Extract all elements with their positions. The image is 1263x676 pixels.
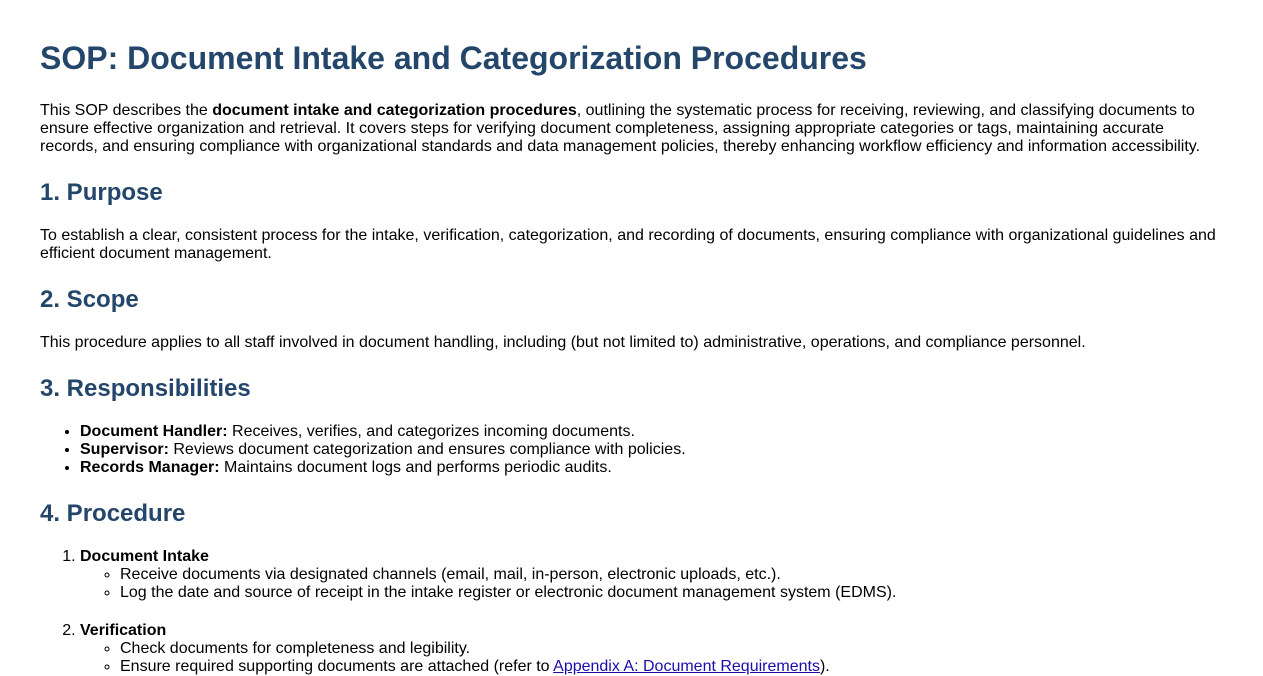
purpose-heading: 1. Purpose (40, 179, 163, 206)
step-items (80, 566, 1223, 602)
procedure-steps (40, 548, 1223, 676)
page-title: SOP: Document Intake and Categorization Procedures (40, 40, 867, 76)
ref-text-start: Ensure required supporting documents are attached (refer to (120, 658, 554, 675)
procedure-step (80, 622, 1223, 676)
role-label: Records Manager: (80, 459, 220, 476)
role-description: Receives, verifies, and categorizes incoming documents. (227, 423, 635, 440)
role-label: Document Handler: (80, 423, 228, 440)
responsibilities-list (40, 423, 1223, 477)
ref-text-end: ). (819, 658, 830, 675)
list-item (80, 441, 1223, 459)
scope-heading: 2. Scope (40, 286, 139, 313)
step-title: Verification (80, 622, 167, 639)
intro-bold-text: document intake and categorization procedures (212, 102, 577, 119)
procedure-step (80, 548, 1223, 602)
responsibilities-heading: 3. Responsibilities (40, 375, 251, 402)
list-item: ◦ Log the date and source of receipt in the intake register or electronic document management system (EDMS). (120, 584, 1223, 602)
step-title: Document Intake (80, 548, 209, 565)
procedure-heading: 4. Procedure (40, 500, 186, 527)
appendix-a-link[interactable]: Appendix A: Document Requirements (553, 658, 820, 675)
purpose-text: To establish a clear, consistent process for the intake, verification, categorization, and recording of documents, ensuring compliance with organizational guidelines and efficient document management. (40, 227, 1216, 262)
scope-text: This procedure applies to all staff involved in document handling, including (but not limited to) administrative, operations, and compliance personnel. (40, 334, 1086, 351)
role-description: Reviews document categorization and ensures compliance with policies. (168, 441, 686, 458)
list-item (80, 423, 1223, 441)
intro-text-end: , outlining the systematic process for receiving, reviewing, and classifying documents to ensure effective organization and retrieval. It covers steps for verifying document completeness, assigning appropriate categories or tags, maintaining accurate records, and ensuring compliance with organizational standards and data management policies, thereby enhancing workflow efficiency and information accessibility. (40, 102, 1201, 155)
list-item: ◦ Check documents for completeness and legibility. (120, 640, 1223, 658)
intro-paragraph (40, 102, 1223, 156)
intro-text-start: This SOP describes the (40, 102, 213, 119)
list-item (80, 459, 1223, 477)
list-item: ◦ Receive documents via designated channels (email, mail, in-person, electronic uploads, etc.). (120, 566, 1223, 584)
step-items (80, 640, 1223, 676)
role-label: Supervisor: (80, 441, 169, 458)
role-description: Maintains document logs and performs periodic audits. (219, 459, 612, 476)
list-item (120, 658, 1223, 676)
